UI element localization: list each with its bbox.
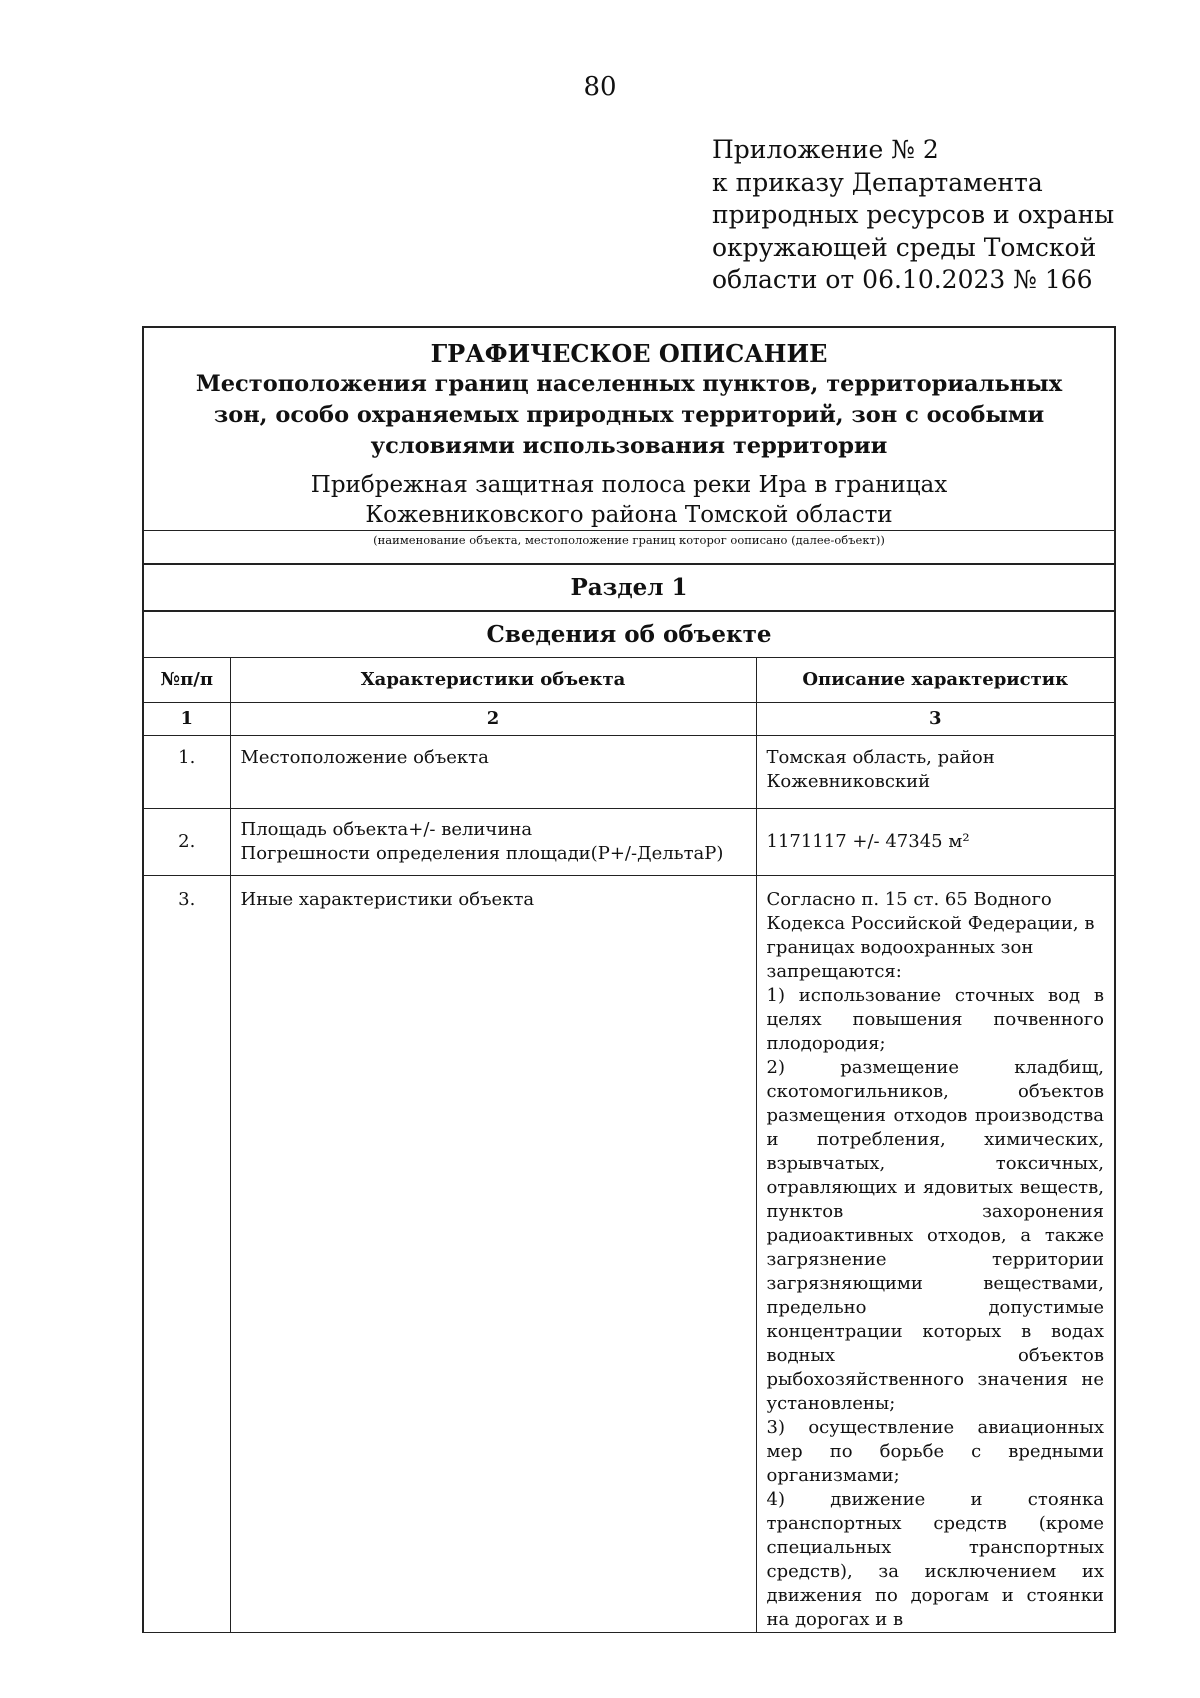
object-name: Прибрежная защитная полоса реки Ира в границах Кожевниковского района Томской области [310,472,948,528]
column-number: 2 [230,703,756,736]
description-frame [142,326,1116,1633]
appendix-line: окружающей среды Томской [712,232,1097,262]
row-description [756,876,1114,1633]
description-item: 3) осуществление авиационных мер по борьбе с вредными организмами; [766,1417,1104,1486]
description-item: 1) использование сточных вод в целях повышения почвенного плодородия; [766,985,1104,1054]
section-subtitle: Сведения об объекте [144,610,1114,657]
appendix-block [712,134,1172,297]
appendix-line: области от 06.10.2023 № 166 [712,265,1093,294]
object-table [144,657,1114,1633]
description-intro: Согласно п. 15 ст. 65 Водного Кодекса Российской Федерации, в границах водоохранных зон запрещаются: [766,889,1095,982]
object-note: (наименование объекта, местоположение границ которог оописано (далее-объект)) [373,533,885,547]
row-characteristic: Местоположение объекта [230,736,756,809]
row-description: Томская область, район Кожевниковский [756,736,1114,809]
row-number: 3. [144,876,230,1633]
appendix-line: Приложение № 2 [712,135,939,164]
table-row [144,876,1114,1633]
column-number: 3 [756,703,1114,736]
doc-subtitle: Местоположения границ населенных пунктов, территориальных зон, особо охраняемых природных территорий, зон с особыми условиями использования территории [195,371,1063,459]
page-number: 80 [583,72,617,102]
row-description: 1171117 +/- 47345 м² [756,809,1114,876]
characteristic-line: Погрешности определения площади(P+/-ДельтаP) [240,843,724,864]
column-number: 1 [144,703,230,736]
header-cell: №п/п [144,658,230,703]
table-row [144,809,1114,876]
header-cell: Описание характеристик [756,658,1114,703]
description-item: 2) размещение кладбищ, скотомогильников, объектов размещения отходов производства и потребления, химических, взрывчатых, токсичных, отравляющих и ядовитых веществ, пунктов захоронения радиоактивных отходов, а также загрязнение территории загрязняющими веществами, предельно допустимые концентрации которых в водах водных объектов рыбохозяйственного значения не установлены; [766,1057,1104,1414]
section-title: Раздел 1 [144,563,1114,610]
table-header-row [144,658,1114,703]
row-characteristic [230,809,756,876]
column-number-row [144,703,1114,736]
description-item: 4) движение и стоянка транспортных средств (кроме специальных транспортных средств), за исключением их движения по дорогам и стоянки на дорогах и в [766,1489,1104,1630]
characteristic-line: Площадь объекта+/- величина [240,819,533,840]
header-block [144,328,1114,530]
row-number: 1. [144,736,230,809]
row-number: 2. [144,809,230,876]
table-row [144,736,1114,809]
appendix-line: к приказу Департамента [712,167,1043,197]
appendix-line: природных ресурсов и охраны [712,200,1115,229]
row-characteristic: Иные характеристики объекта [230,876,756,1633]
header-cell: Характеристики объекта [230,658,756,703]
doc-title: ГРАФИЧЕСКОЕ ОПИСАНИЕ [430,339,828,368]
